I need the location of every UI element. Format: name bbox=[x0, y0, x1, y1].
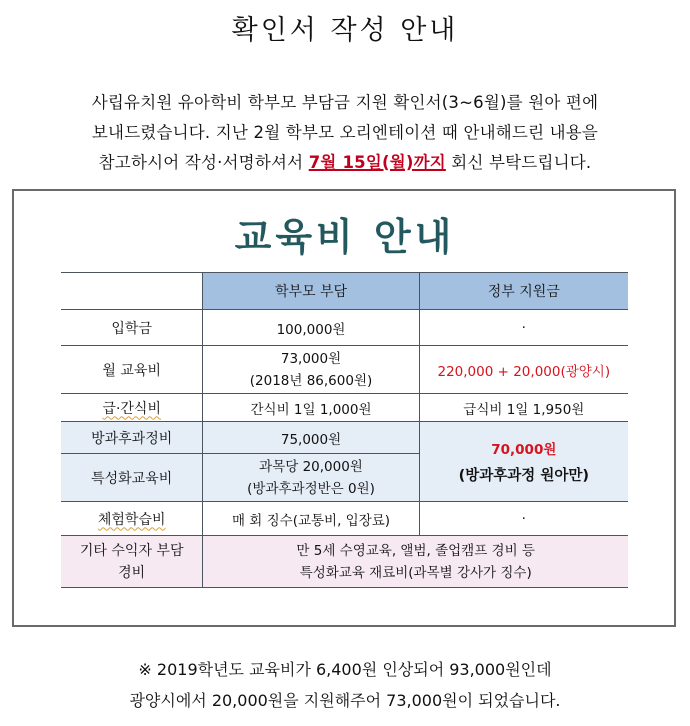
table-row bbox=[61, 422, 628, 454]
parent-cell-line-1: 73,000원 bbox=[280, 350, 342, 367]
fee-table bbox=[61, 272, 628, 588]
row-label: 급·간식비 bbox=[61, 394, 203, 422]
header-parent-burden: 학부모 부담 bbox=[203, 273, 419, 310]
intro-line-3 bbox=[0, 148, 690, 178]
footnote-line-1: ※ 2019학년도 교육비가 6,400원 인상되어 93,000원인데 bbox=[138, 660, 552, 679]
row-label: 입학금 bbox=[61, 310, 203, 346]
row-label-line-1: 기타 수익자 부담 bbox=[79, 542, 184, 559]
page-title: 확인서 작성 안내 bbox=[231, 15, 459, 46]
table-header-row bbox=[61, 273, 628, 310]
row-label: 체험학습비 bbox=[61, 502, 203, 536]
row-label bbox=[61, 536, 203, 588]
gov-cell: 급식비 1일 1,950원 bbox=[419, 394, 628, 422]
intro-line-1: 사립유치원 유아학비 학부모 부담금 지원 확인서(3~6월)를 원아 편에 bbox=[91, 93, 599, 112]
parent-cell-line-2: (방과후과정반은 0원) bbox=[247, 480, 375, 497]
header-blank bbox=[61, 273, 203, 310]
intro-line-2: 보내드렸습니다. 지난 2월 학부모 오리엔테이션 때 안내해드린 내용을 bbox=[91, 123, 599, 142]
parent-cell: 75,000원 bbox=[203, 422, 419, 454]
fee-box-title: 교육비 안내 bbox=[234, 215, 456, 259]
parent-cell bbox=[203, 454, 419, 502]
gov-cell-merged bbox=[419, 422, 628, 502]
table-row bbox=[61, 502, 628, 536]
parent-cell: 100,000원 bbox=[203, 310, 419, 346]
intro-paragraph bbox=[0, 88, 690, 178]
gov-cell: · bbox=[419, 310, 628, 346]
merged-cell bbox=[203, 536, 628, 588]
footnote bbox=[0, 654, 690, 716]
gov-cell: · bbox=[419, 502, 628, 536]
parent-cell bbox=[203, 346, 419, 394]
parent-cell: 매 회 징수(교통비, 입장료) bbox=[203, 502, 419, 536]
table-row bbox=[61, 310, 628, 346]
gov-cell-condition: (방과후과정 원아만) bbox=[458, 468, 589, 484]
parent-cell-line-2: (2018년 86,600원) bbox=[249, 372, 373, 389]
footnote-line-2: 광양시에서 20,000원을 지원해주어 73,000원이 되었습니다. bbox=[129, 691, 561, 710]
row-label-line-2: 경비 bbox=[118, 564, 146, 581]
row-label: 특성화교육비 bbox=[61, 454, 203, 502]
merged-cell-line-1: 만 5세 수영교육, 앨범, 졸업캠프 경비 등 bbox=[296, 542, 535, 559]
intro-line-3-start: 참고하시어 작성·서명하셔서 bbox=[98, 153, 309, 172]
table-row bbox=[61, 394, 628, 422]
parent-cell: 간식비 1일 1,000원 bbox=[203, 394, 419, 422]
row-label: 월 교육비 bbox=[61, 346, 203, 394]
table-row bbox=[61, 346, 628, 394]
merged-cell-line-2: 특성화교육 재료비(과목별 강사가 징수) bbox=[299, 564, 532, 581]
intro-line-3-end: 회신 부탁드립니다. bbox=[445, 153, 592, 172]
table-row bbox=[61, 536, 628, 588]
gov-cell: 220,000 + 20,000(광양시) bbox=[419, 346, 628, 394]
gov-cell-amount: 70,000원 bbox=[491, 442, 557, 458]
deadline-text: 7월 15일(월)까지 bbox=[308, 153, 446, 172]
row-label: 방과후과정비 bbox=[61, 422, 203, 454]
parent-cell-line-1: 과목당 20,000원 bbox=[259, 458, 363, 475]
header-gov-support: 정부 지원금 bbox=[419, 273, 628, 310]
